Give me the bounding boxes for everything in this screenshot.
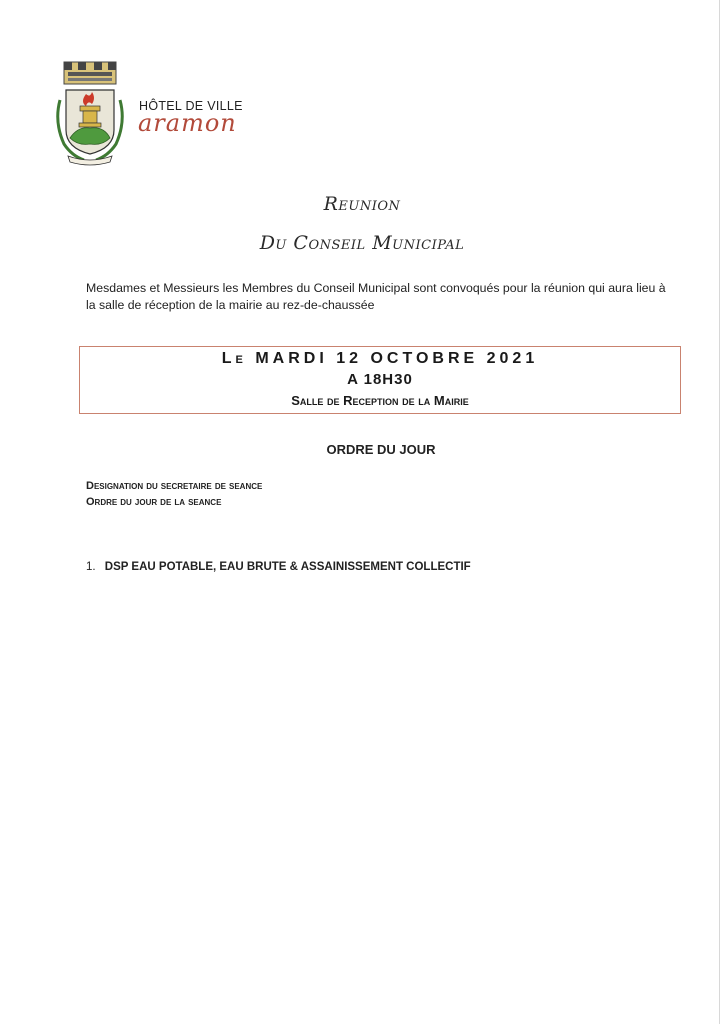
preliminary-item: Ordre du jour de la seance (86, 496, 222, 508)
heading-conseil-municipal: Du Conseil Municipal (259, 232, 465, 254)
meeting-place: Salle de Reception de la Mairie (291, 393, 469, 408)
intro-line-1: Mesdames et Messieurs les Membres du Conseil Municipal sont convoqués pour la réunion qui aura lieu à (86, 281, 666, 295)
agenda-items-list (86, 561, 471, 573)
agenda-title: ORDRE DU JOUR (326, 442, 436, 457)
meeting-info-box (79, 346, 681, 414)
meeting-date: Le MARDI 12 OCTOBRE 2021 (221, 350, 539, 367)
hotel-de-ville-label: HÔTEL DE VILLE (139, 99, 243, 113)
preliminary-item: Designation du secretaire de seance (86, 480, 263, 492)
heading-reunion: Reunion (323, 193, 401, 215)
intro-paragraph (86, 280, 666, 314)
intro-line-2: la salle de réception de la mairie au rez-de-chaussée (86, 298, 375, 312)
agenda-item-label: DSP EAU POTABLE, EAU BRUTE & ASSAINISSEMENT COLLECTIF (104, 561, 471, 573)
scan-edge-line (719, 0, 720, 1024)
town-crest-logo (50, 60, 130, 168)
meeting-time: A 18H30 (347, 371, 413, 388)
agenda-item (86, 561, 471, 573)
town-script-name: aramon (138, 109, 237, 137)
agenda-preliminary-list (86, 478, 262, 510)
agenda-item-number: 1. (86, 561, 96, 573)
